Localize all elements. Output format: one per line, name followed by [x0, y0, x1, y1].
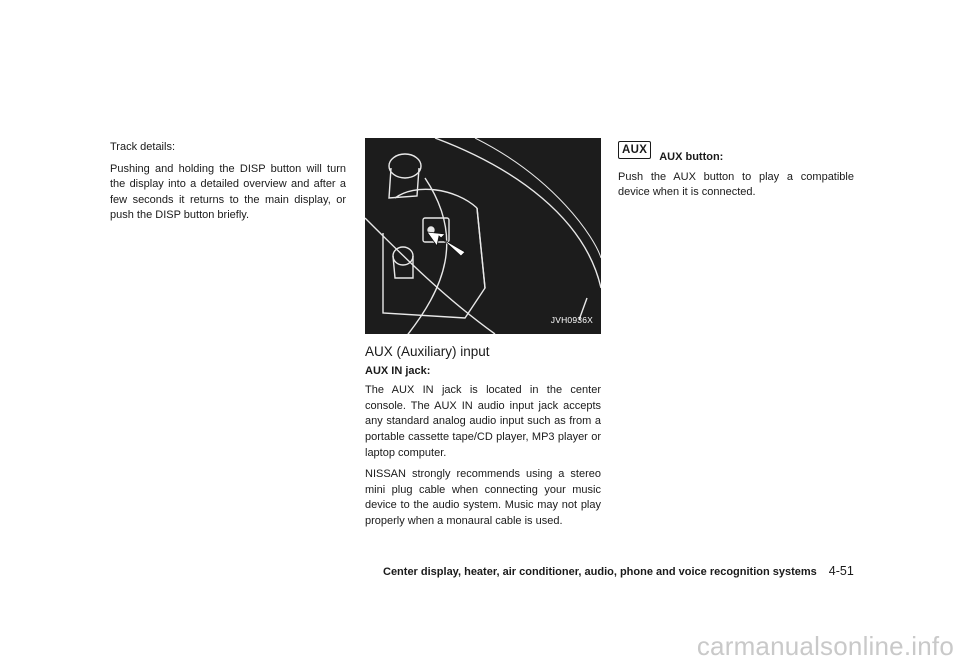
middle-column	[365, 138, 601, 536]
left-column	[110, 140, 346, 230]
cable-recommendation-paragraph: NISSAN strongly recommends using a stereo mini plug cable when connecting your music device to the audio system. Music may not play properly when a monaural cable is used.	[365, 468, 601, 527]
page-footer	[383, 564, 853, 578]
track-details-heading: Track details:	[110, 141, 176, 153]
aux-button-heading	[618, 140, 854, 166]
aux-button-icon: AUX	[618, 141, 651, 159]
aux-in-jack-subtitle: AUX IN jack:	[365, 364, 431, 377]
aux-button-title: AUX button:	[659, 151, 724, 163]
section-title: AUX (Auxiliary) input	[365, 344, 490, 359]
track-details-paragraph: Pushing and holding the DISP button will turn the display into a detailed overview and after a few seconds it returns to the main display, or push the DISP button briefly.	[110, 162, 346, 222]
footer-title: Center display, heater, air conditioner, audio, phone and voice recognition systems	[383, 566, 817, 578]
console-drawing	[365, 138, 601, 334]
aux-jack-illustration	[365, 138, 601, 334]
aux-button-paragraph: Push the AUX button to play a compatible device when it is connected.	[618, 170, 854, 199]
right-column	[618, 140, 854, 207]
figure-caption: JVH0936X	[550, 315, 593, 326]
watermark: carmanualsonline.info	[696, 631, 954, 661]
page-number: 4-51	[828, 564, 854, 578]
aux-in-jack-paragraph: The AUX IN jack is located in the center console. The AUX IN audio input jack accepts any standard analog audio input such as from a portable cassette tape/CD player, MP3 player or laptop computer.	[365, 384, 601, 459]
